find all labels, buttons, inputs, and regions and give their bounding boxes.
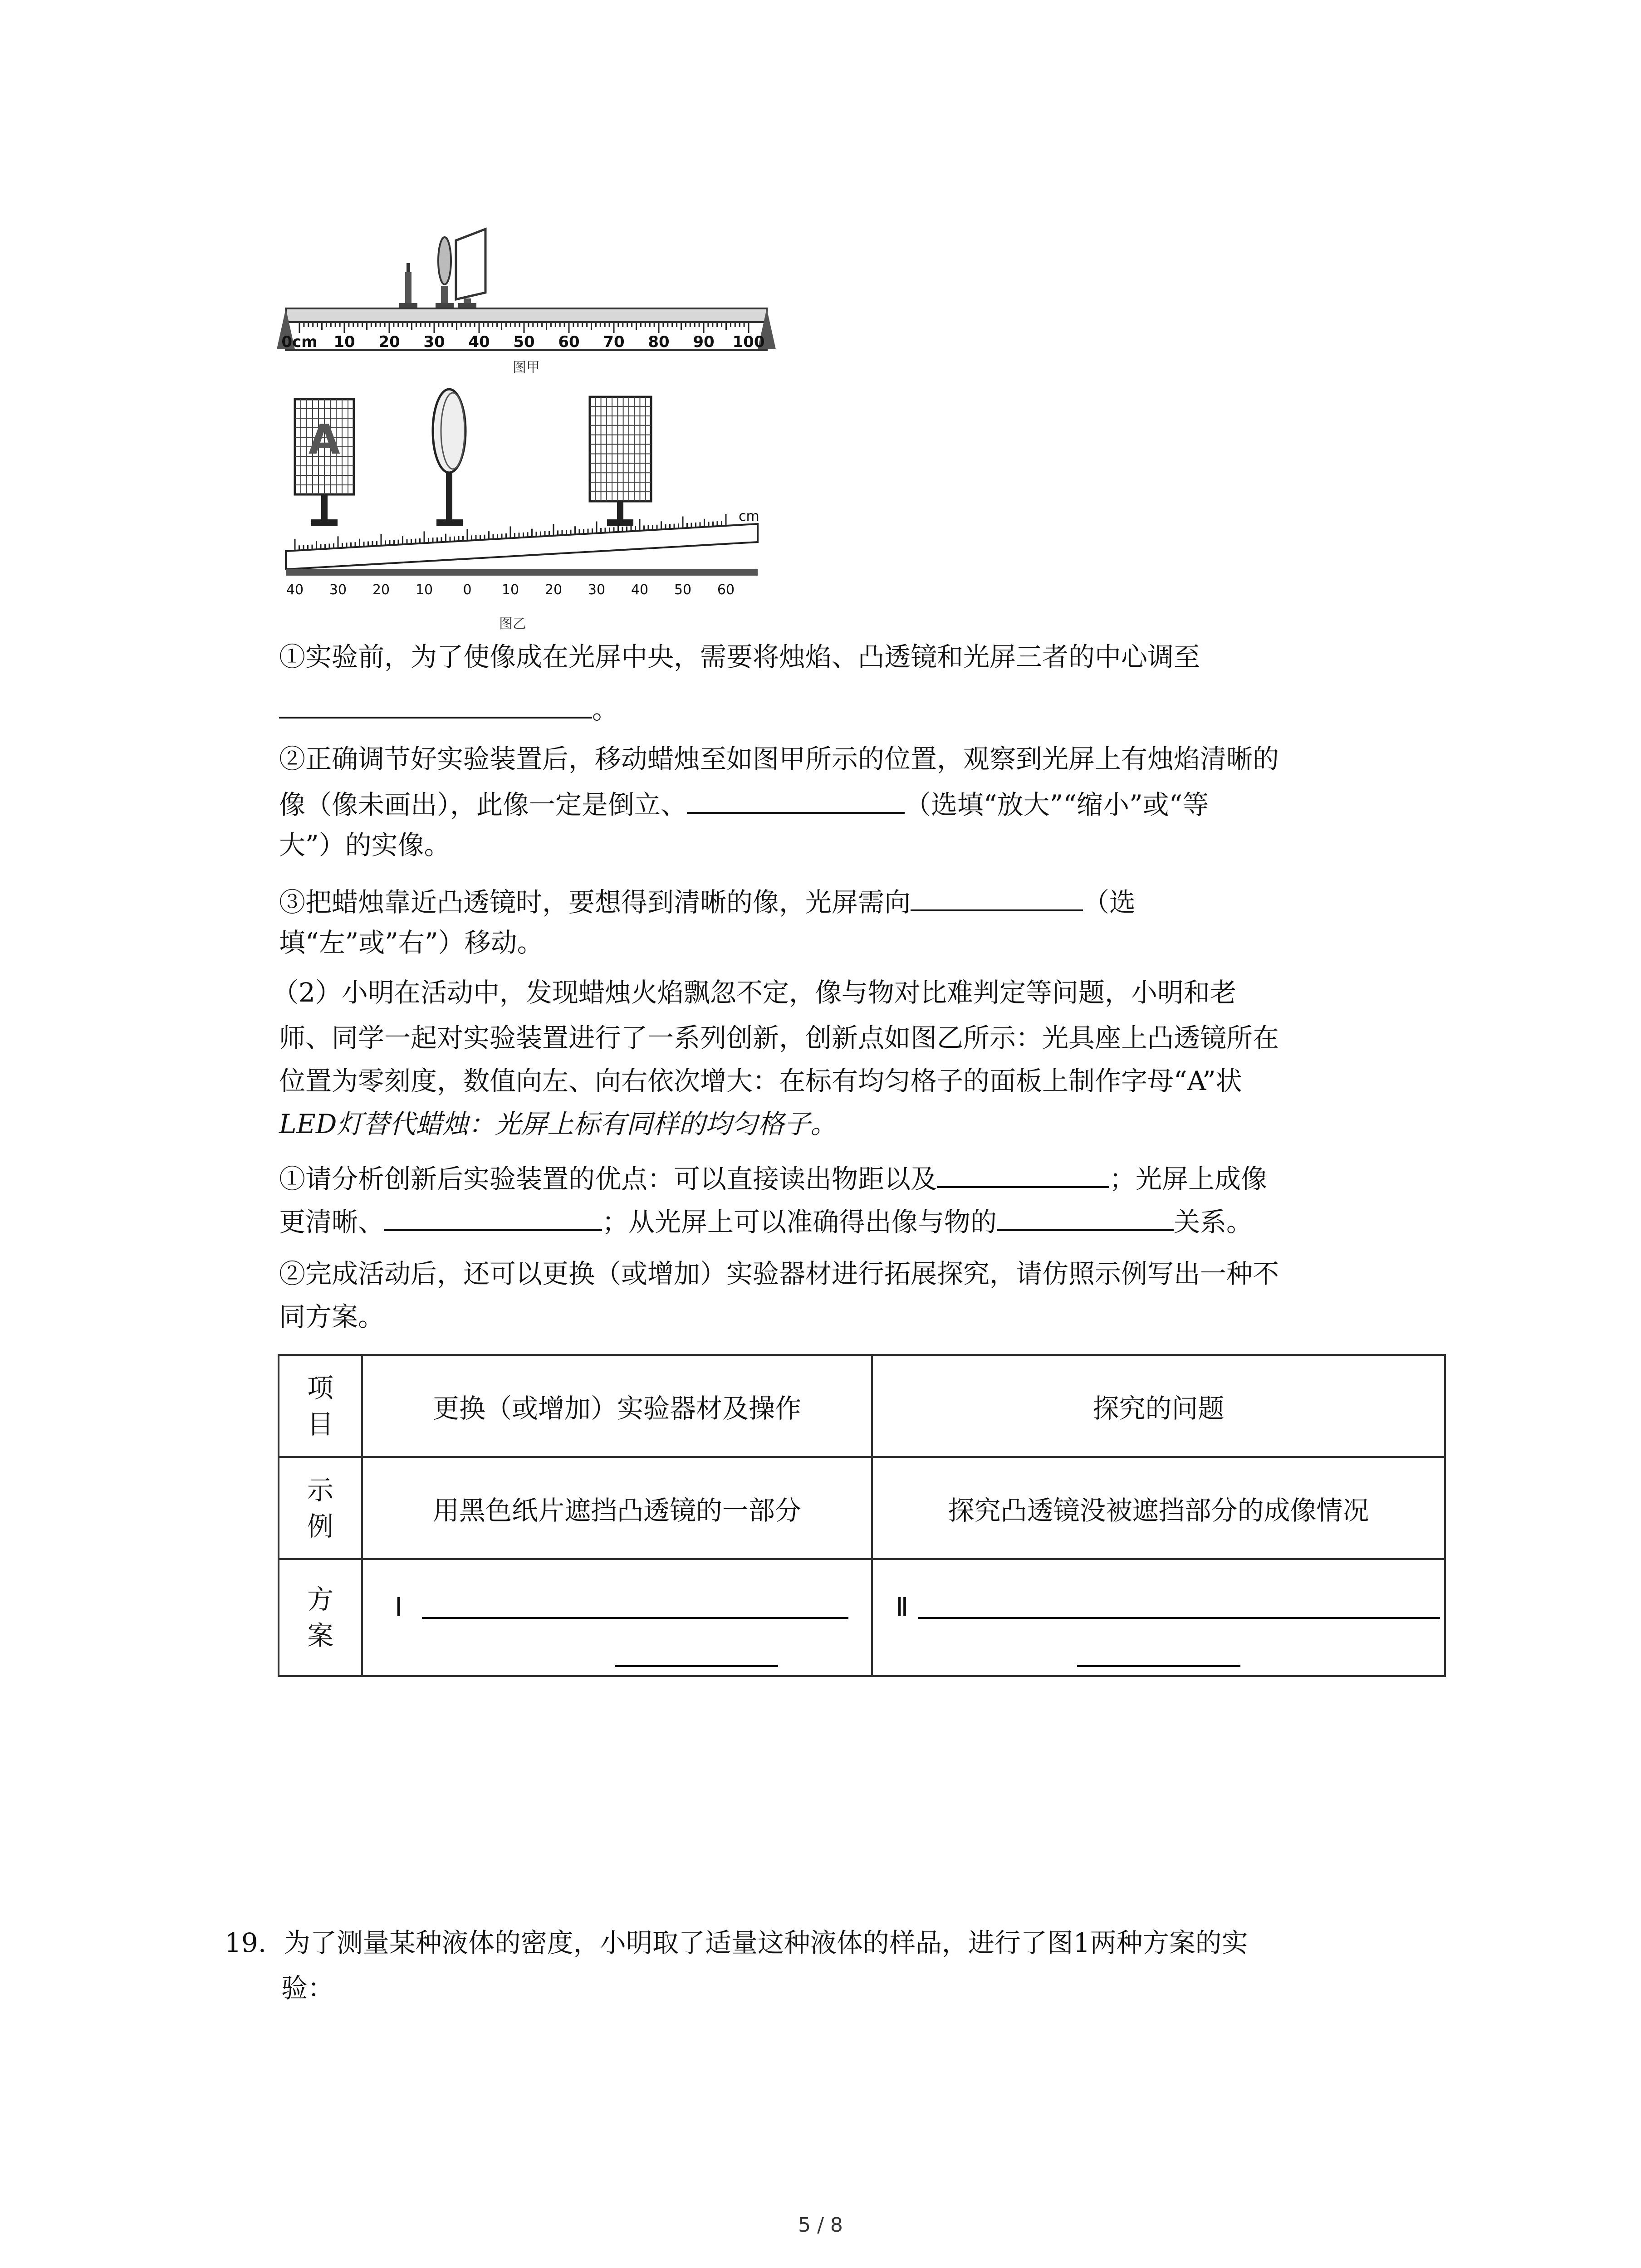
ruler-jia-label: 70 bbox=[603, 333, 625, 351]
ruler-yi-label: 40 bbox=[631, 582, 649, 598]
led-panel bbox=[295, 399, 354, 526]
ruler-yi-label: 10 bbox=[501, 582, 519, 598]
ruler-jia-label: 50 bbox=[513, 333, 535, 351]
q19-line2: 验： bbox=[281, 1973, 334, 2004]
ruler-jia-label: 40 bbox=[468, 333, 490, 351]
q2-step2-line2: 同方案。 bbox=[279, 1301, 385, 1332]
figure-yi bbox=[286, 389, 759, 632]
header-operation: 更换（或增加）实验器材及操作 bbox=[362, 1355, 872, 1457]
ruler-jia-label: 90 bbox=[693, 333, 715, 351]
q1-step3-line1: ③把蜡烛靠近凸透镜时，要想得到清晰的像，光屏需向 （选 bbox=[279, 878, 1136, 924]
example-operation: 用黑色纸片遮挡凸透镜的一部分 bbox=[362, 1457, 872, 1559]
answer-blank-5[interactable] bbox=[384, 1198, 602, 1231]
plan-2-blank-a[interactable] bbox=[918, 1617, 1440, 1619]
ruler-yi-label: 0 bbox=[463, 582, 472, 598]
light-screen bbox=[590, 397, 651, 526]
q1-step1-line1: ①实验前，为了使像成在光屏中央，需要将烛焰、凸透镜和光屏三者的中心调至 bbox=[279, 641, 1200, 672]
led-letter-a: A bbox=[309, 416, 340, 464]
q2-line1: （2）小明在活动中，发现蜡烛火焰飘忽不定，像与物对比难判定等问题，小明和老 bbox=[272, 977, 1236, 1008]
answer-blank-2[interactable] bbox=[687, 780, 905, 814]
q19-line1: 19. 为了测量某种液体的密度，小明取了适量这种液体的样品，进行了图1两种方案的实 bbox=[225, 1927, 1248, 1958]
optical-bench-figure bbox=[277, 218, 798, 640]
answer-blank-3[interactable] bbox=[911, 878, 1083, 911]
ruler-yi-label: 60 bbox=[717, 582, 735, 598]
ruler-jia-label: 80 bbox=[648, 333, 670, 351]
table-header-row bbox=[279, 1355, 1445, 1457]
answer-blank-4[interactable] bbox=[937, 1154, 1109, 1188]
q2-line2: 师、同学一起对实验装置进行了一系列创新，创新点如图乙所示：光具座上凸透镜所在 bbox=[279, 1022, 1279, 1053]
q2-step1-line2: 更清晰、 ；从光屏上可以准确得出像与物的 关系。 bbox=[279, 1198, 1253, 1244]
q2-step1-line1: ①请分析创新后实验装置的优点：可以直接读出物距以及 ；光屏上成像 bbox=[279, 1154, 1267, 1201]
example-label: 示例 bbox=[279, 1457, 362, 1559]
extension-table bbox=[278, 1354, 1446, 1677]
page-number: 5 / 8 bbox=[798, 2214, 843, 2237]
q1-step2-line2: 像（像未画出），此像一定是倒立、 （选填“放大”“缩小”或“等 bbox=[279, 780, 1209, 826]
plan-mark-1: Ⅰ bbox=[395, 1592, 403, 1623]
plan-mark-2: Ⅱ bbox=[896, 1592, 909, 1623]
answer-blank-6[interactable] bbox=[997, 1198, 1174, 1231]
example-question: 探究凸透镜没被遮挡部分的成像情况 bbox=[872, 1457, 1445, 1559]
plan-operation-cell[interactable] bbox=[362, 1559, 872, 1676]
ruler-jia-label: 0cm bbox=[281, 333, 318, 351]
plan-1-blank-b[interactable] bbox=[615, 1665, 778, 1667]
q2-step2-line1: ②完成活动后，还可以更换（或增加）实验器材进行拓展探究，请仿照示例写出一种不 bbox=[279, 1258, 1279, 1289]
ruler-jia-label: 60 bbox=[558, 333, 580, 351]
plan-label: 方案 bbox=[279, 1559, 362, 1676]
q1-step2-line1: ②正确调节好实验装置后，移动蜡烛至如图甲所示的位置，观察到光屏上有烛焰清晰的 bbox=[279, 743, 1279, 774]
ruler-jia-label: 100 bbox=[732, 333, 765, 351]
answer-blank-1[interactable] bbox=[279, 685, 592, 719]
figure-jia-caption: 图甲 bbox=[513, 360, 540, 376]
ruler-yi-label: 50 bbox=[674, 582, 692, 598]
q2-line3: 位置为零刻度，数值向左、向右依次增大：在标有均匀格子的面板上制作字母“A”状 bbox=[279, 1066, 1242, 1096]
ruler-yi-label: 10 bbox=[415, 582, 433, 598]
q1-step1-line2: 。 bbox=[279, 685, 618, 731]
table-row-example bbox=[279, 1457, 1445, 1559]
header-item: 项目 bbox=[279, 1355, 362, 1457]
q2-line4: LED灯替代蜡烛：光屏上标有同样的均匀格子。 bbox=[279, 1109, 837, 1139]
ruler-jia-label: 30 bbox=[423, 333, 445, 351]
q1-step2-line3: 大”）的实像。 bbox=[279, 830, 451, 860]
table-row-plan bbox=[279, 1559, 1445, 1676]
plan-question-cell[interactable] bbox=[872, 1559, 1445, 1676]
q1-step3-line2: 填“左”或”右”）移动。 bbox=[279, 927, 544, 958]
ruler-yi-label: 20 bbox=[544, 582, 563, 598]
convex-lens bbox=[433, 389, 465, 526]
figure-yi-caption: 图乙 bbox=[499, 616, 526, 632]
ruler-yi-label: 40 bbox=[286, 582, 304, 598]
ruler-yi-label: 20 bbox=[372, 582, 390, 598]
ruler-yi-unit: cm bbox=[739, 508, 759, 524]
header-question: 探究的问题 bbox=[872, 1355, 1445, 1457]
ruler-jia-label: 20 bbox=[378, 333, 400, 351]
figure-jia bbox=[277, 229, 776, 376]
ruler-yi-label: 30 bbox=[588, 582, 606, 598]
plan-1-blank-a[interactable] bbox=[422, 1617, 848, 1619]
plan-2-blank-b[interactable] bbox=[1077, 1665, 1240, 1667]
q19-number: 19. bbox=[225, 1927, 267, 1958]
ruler-jia-label: 10 bbox=[333, 333, 355, 351]
ruler-yi-label: 30 bbox=[329, 582, 347, 598]
